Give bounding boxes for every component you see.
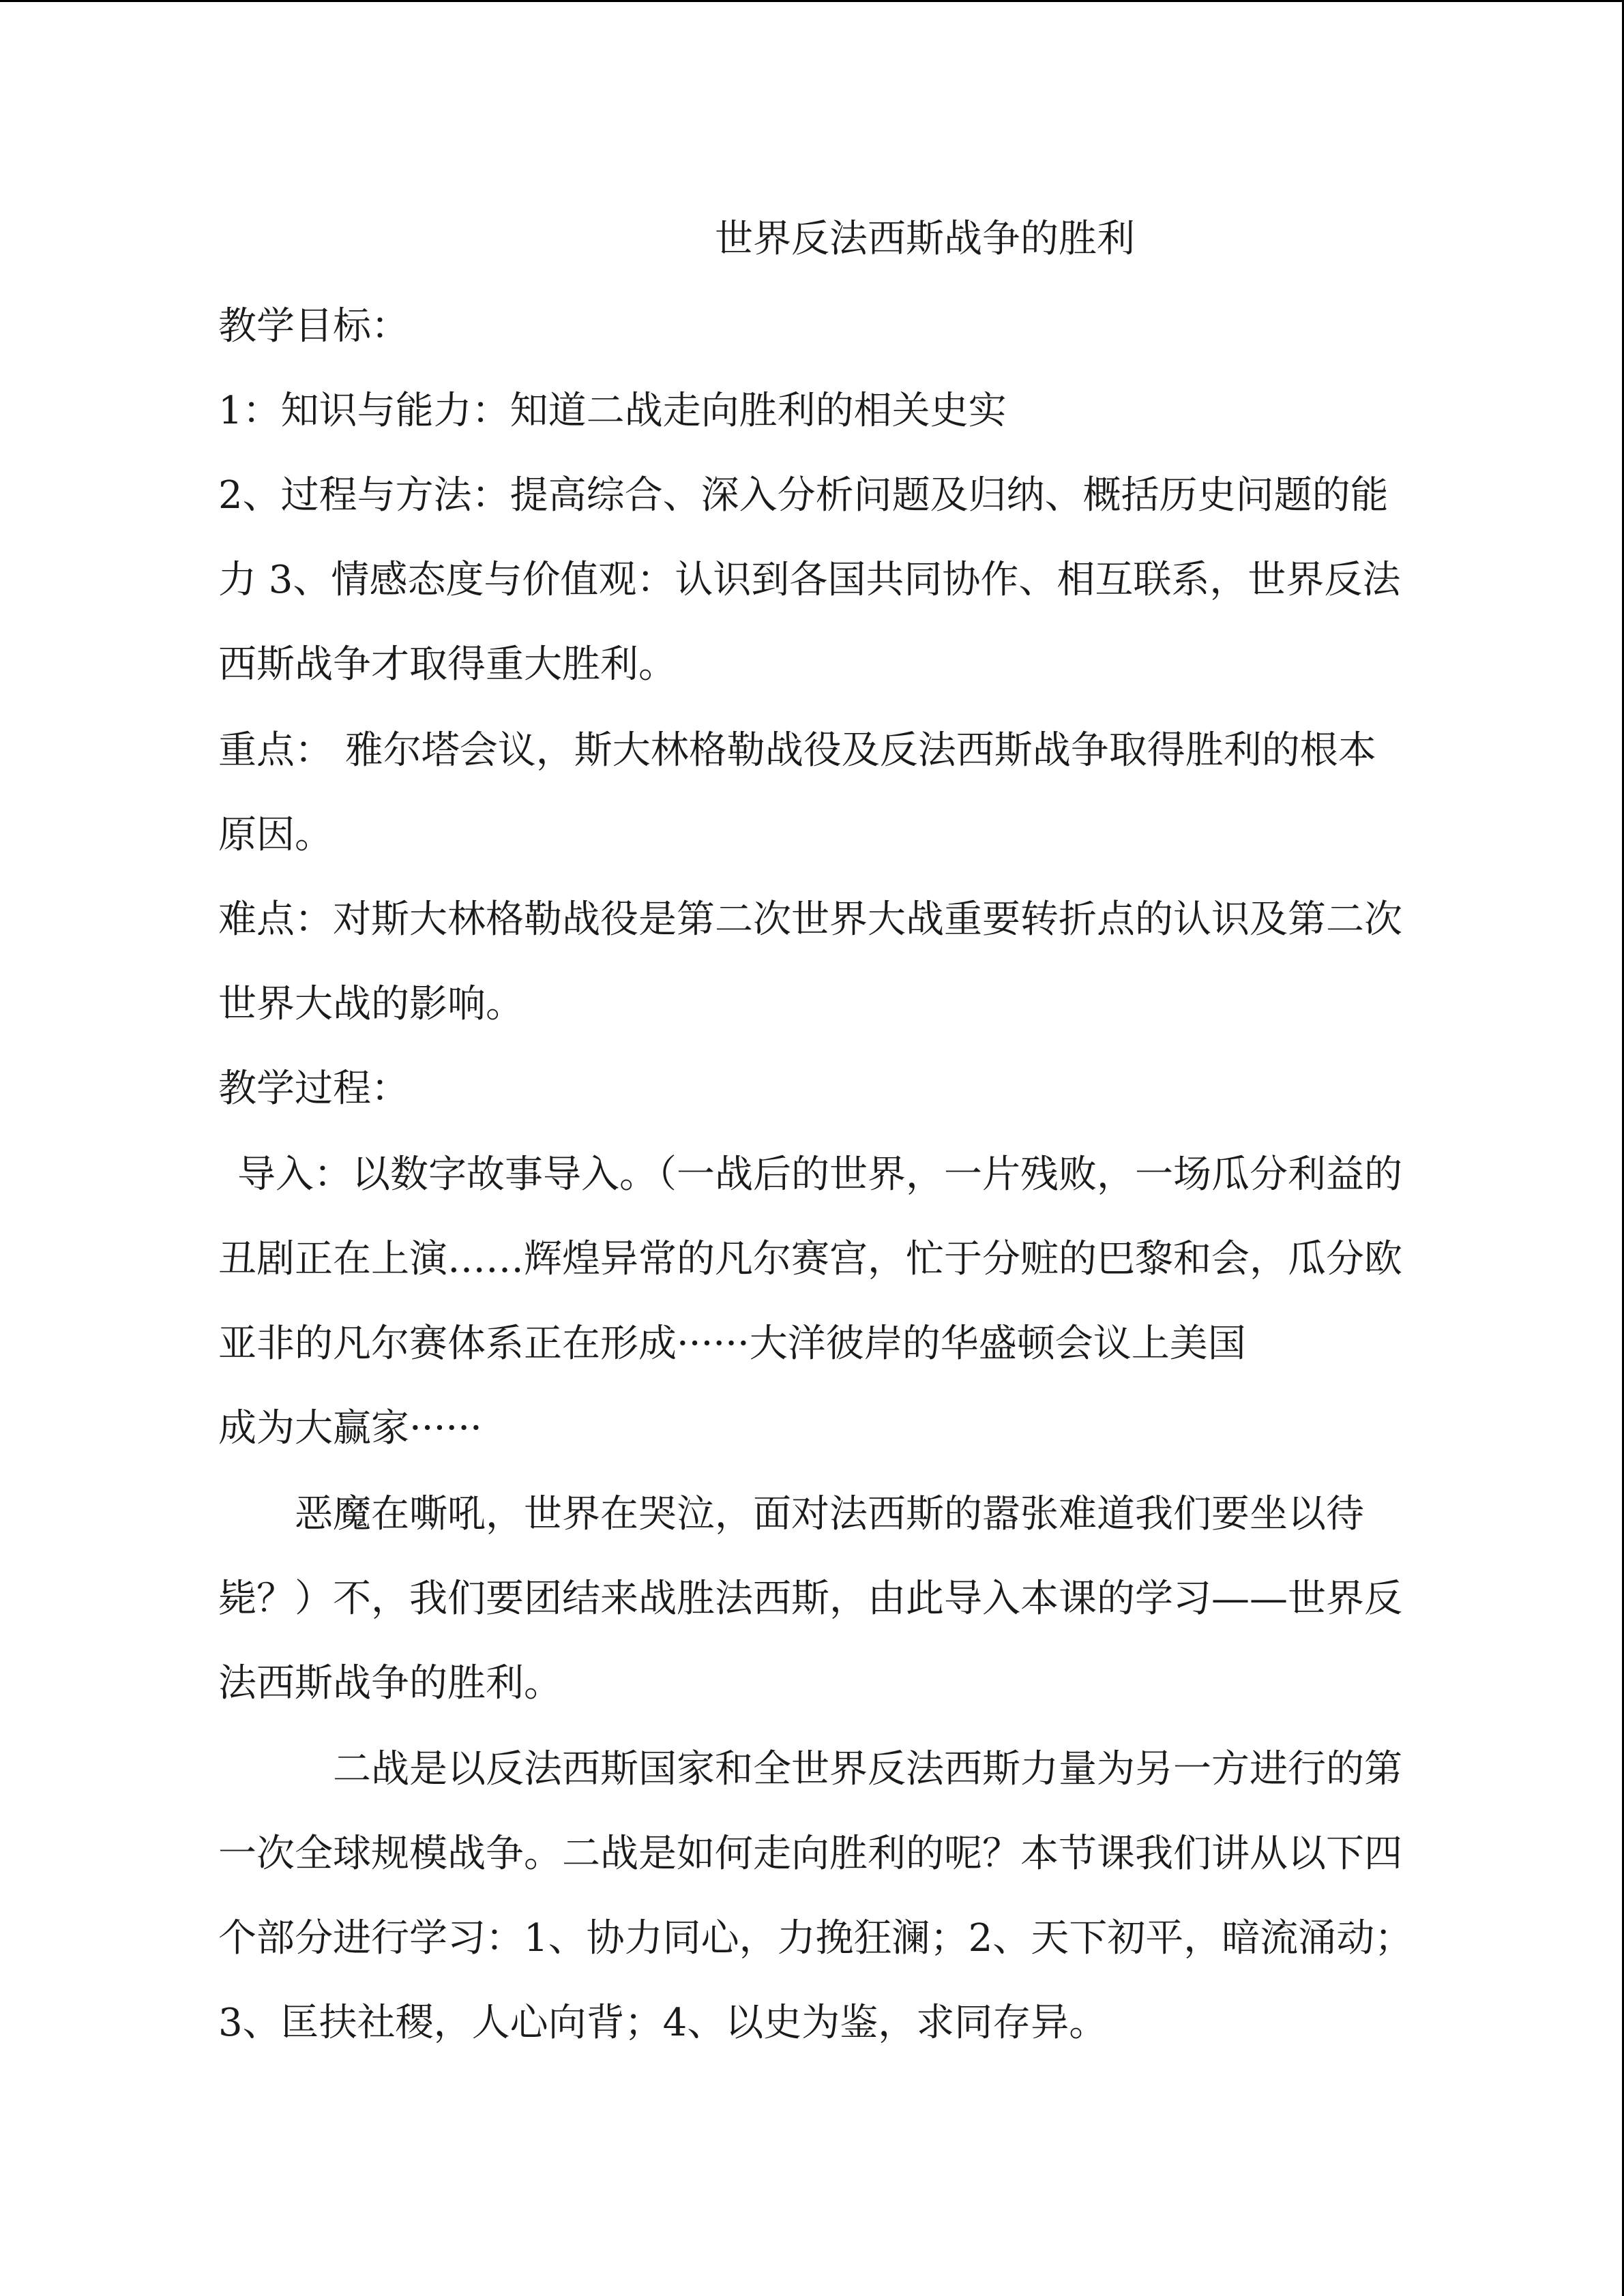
document-title: 世界反法西斯战争的胜利 [715, 217, 1135, 261]
text-line-key-point: 重点： 雅尔塔会议，斯大林格勒战役及反法西斯战争取得胜利的根本 [218, 728, 1376, 773]
text-line-attitude: 力 3、情感态度与价值观：认识到各国共同协作、相互联系，世界反法 [218, 558, 1401, 602]
text-line-difficulty: 难点：对斯大林格勒战役是第二次世界大战重要转折点的认识及第二次 [218, 897, 1402, 942]
text-line-intro-3: 亚非的凡尔赛体系正在形成······大洋彼岸的华盛顿会议上美国 [218, 1322, 1246, 1366]
text-line-demon-3: 法西斯战争的胜利。 [218, 1661, 562, 1705]
text-line-intro: 导入：以数字故事导入。（一战后的世界，一片残败，一场瓜分利益的 [237, 1152, 1402, 1197]
text-line-knowledge: 1：知识与能力：知道二战走向胜利的相关史实 [218, 389, 1007, 433]
text-line-intro-2: 丑剧正在上演……辉煌异常的凡尔赛宫，忙于分赃的巴黎和会，瓜分欧 [218, 1237, 1402, 1281]
text-line-demon: 恶魔在嘶吼，世界在哭泣，面对法西斯的嚣张难道我们要坐以待 [295, 1492, 1364, 1536]
text-line-intro-4: 成为大赢家······ [218, 1406, 482, 1450]
text-line-demon-2: 毙？）不，我们要团结来战胜法西斯，由此导入本课的学习——世界反 [218, 1577, 1402, 1621]
text-line-attitude-cont: 西斯战争才取得重大胜利。 [218, 642, 677, 687]
text-line-ww2: 二战是以反法西斯国家和全世界反法西斯力量为另一方进行的第 [333, 1747, 1402, 1791]
text-line-ww2-3: 个部分进行学习：1、协力同心，力挽狂澜；2、天下初平，暗流涌动； [218, 1916, 1413, 1960]
text-line-ww2-4: 3、匡扶社稷，人心向背；4、以史为鉴，求同存异。 [218, 2001, 1108, 2045]
text-line-ww2-2: 一次全球规模战争。二战是如何走向胜利的呢？本节课我们讲从以下四 [218, 1832, 1402, 1876]
text-line-process: 2、过程与方法：提高综合、深入分析问题及归纳、概括历史问题的能 [218, 473, 1389, 518]
text-line-teaching-process: 教学过程： [218, 1067, 409, 1111]
text-line-key-point-cont: 原因。 [218, 813, 333, 857]
text-line-difficulty-cont: 世界大战的影响。 [218, 982, 524, 1026]
text-line-teaching-goals: 教学目标： [218, 304, 409, 348]
